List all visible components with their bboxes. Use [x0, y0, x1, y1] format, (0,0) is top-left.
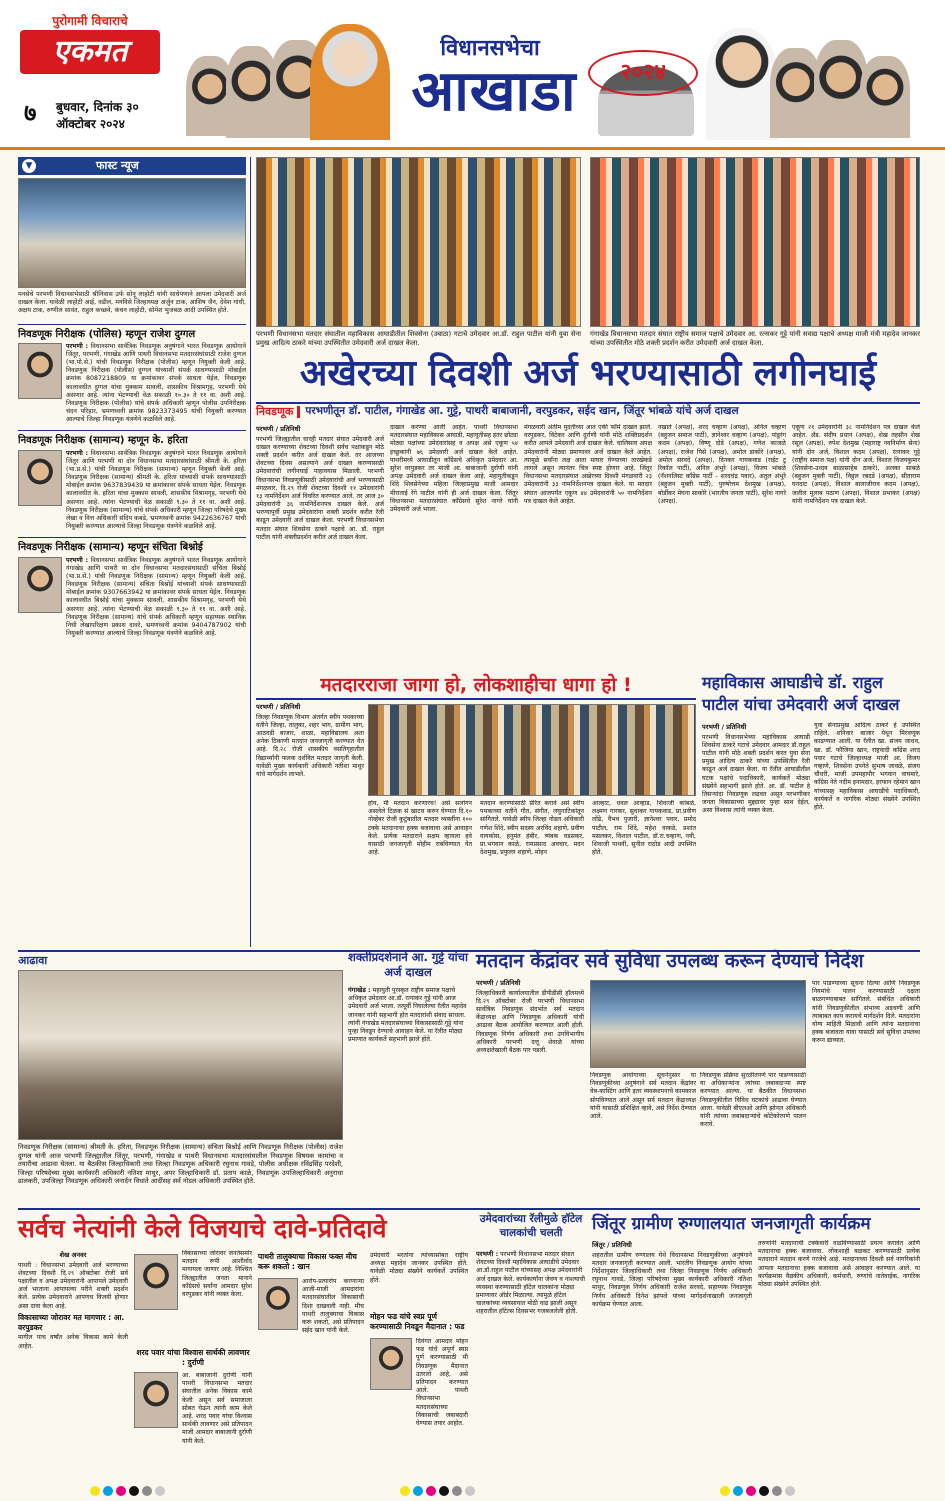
jintur-column	[592, 1240, 752, 1482]
lead-subhead-bar	[256, 402, 920, 420]
gutte-text: महायुती पुरस्कृत राष्ट्रीय समाज पक्षाचे अधिकृत उमेदवार आ.डॉ. रत्नाकर गुट्टे यांनी आज उमेदवारी अर्ज भरला. तत्पूर्वी निघालेल्या रॅलीत महादेव जानकर यांनी सहभागी होत मतदारांशी संवाद साधला. त्यांनी गंगाखेड मतदारसंघाच्या विकासासाठी गुट्टे यांना पुन्हा निवडून देण्याचे आवाहन केले. या रॅलीत मोठ्या प्रमाणात कार्यकर्ते सहभागी झाले होते.	[348, 987, 467, 1044]
aadhava-label: आढावा	[18, 954, 48, 967]
official-portrait	[18, 450, 62, 506]
claims-column	[416, 1338, 468, 1482]
leader-portrait	[134, 1372, 178, 1428]
color-dot	[759, 1486, 769, 1496]
fast-news-byline: परभणी :	[66, 556, 89, 564]
awareness-text: आल्हाट, धवल आव्हाड, शिवाजी कांबळे, लक्ष्मण गारकर, सुधाकर गायकवाड, प्रा.प्रवीण लोंढे, वैभव पुजारी, ज्ञानेश्वर पवार, प्रमोद पाटील, राम शिंदे, महेश वाकडे, प्रशांत मसलकर, विशाल पाटील, डॉ.रा.चव्हाण, नवी, शिवाजी पाथवी, सुनील राठोड आदी उपस्थित होते.	[592, 800, 696, 857]
chevron-down-icon: ▼	[22, 159, 36, 173]
color-dot	[772, 1486, 782, 1496]
awareness-text: मतदान करण्यासाठी प्रेरित करावे असे स्वीप पथकाच्या वतीने गीत, संगीत, लघुनाटिकांतून सांगितले. यावेळी स्वीप जिल्हा नोडल अधिकारी गणेश शिंदे, स्वीप सदस्य अरविंद शहाणे, प्रवीण वायकोस, हनुमंत हंबीर, त्र्यंबक वडसकर, प्रा.भगवान काळे, रामप्रसाद अवचार, मदन देशमुख, प्रफुल्ल शहाणे, मोहन	[480, 800, 584, 857]
gutte-column	[348, 986, 468, 1204]
awareness-photo	[368, 704, 696, 796]
facility-text: पार पाडण्याच्या सूचना दिल्या आणि निवडणूक नियमांचे पालन करण्यासाठी दक्षता बाळगण्याबाबत सांगितले. संबंधित अधिकारी यांनी निवडणुकीतील संभाव्य अडचणी आणि त्याबाबत काय करायचे मार्गदर्शन दिले. मतदारांना योग्य माहिती मिळावी आणि त्यांना मतदानाचा हक्क बजावता यावा यासाठी सर्व सुविधा उपलब्ध करून द्याव्यात.	[812, 980, 920, 1045]
lead-text: मंगळवारी अंतीम मुदतीच्या आत एकी फॉर्म दाखल झाले. वरपुडकर, विटेकर आणि दुर्राणी यांनी मोठे शक्तिप्रदर्शन करीत आपले उमेदवारी अर्ज दाखल केले. चालिसाव अपक्ष उमेदवारांनी मोठ्या प्रमाणावर अर्ज दाखल केले आहेत. त्यामुळे सर्वांना लक्ष आता माघार घेण्याच्या तारखेकडे लागले असून त्यानंतर चित्र स्पष्ट होणार आहे. जिंतूर विधानसभा मतदारसंघात अखेरच्या दिवशी मंगळवारी २३ उमेदवारांनी ३३ नामनिर्देशनपत्र दाखल केले. या मतदार संघात आजपर्यंत एकूण ४४ उमेदवारांनी ५० नामनिर्देशन पत्र दाखल केले आहेत.	[524, 424, 652, 505]
awareness-text: जिल्हा निवडणूक विभाग अंतर्गत स्वीप पथकाच्या वतीने जिल्हा, तालुका, शहर भाग, ग्रामीण भाग, आठवडी बाजार, शाळा, महाविद्यालय अशा अनेक ठिकाणी मतदान जनजागृती करण्यात येत आहे. दि.२८ रोजी शासकीय वसतिगृहातील विद्यार्थ्यांनी फलक दर्शवित मतदार जागृती केली. यावेळी मुख्य कार्यकारी अधिकारी नतीशा माथुर यांचे मार्गदर्शन लाभले.	[256, 713, 364, 778]
fast-news-text: विधानसभा सार्वत्रिक निवडणूक अनुषंगाने भारत निवडणूक आयोगाने जिंतूर आणि परभणी या दोन विधानसभा मतदारसंघांसाठी श्रीमती के. हरिता (भा.प्र.से.) यांची निवडणूक निरीक्षक (सामान्य) म्हणून नियुक्ती केली आहे. निवडणूक निरीक्षक (सामान्य) श्रीमती के. हरिता यांच्याशी संपर्क साधण्यासाठी मोबाईल क्रमांक 9637839439 या क्रमांकावर संपर्क साधता येईल. निवडणूक कालावधीत के. हरिता यांचा मुक्काम सावली, शासकीय विश्रामगृह, परभणी येथे असणार आहे. त्यांना भेटण्याची वेळ सकाळी ९.३० ते ११ वा. अशी आहे. निवडणूक निरीक्षक (सामान्य) यांचे संपर्क अधिकारी म्हणून जिल्हा परिषदेचे मुख्य लेखा व वित्त अधिकारी संदिप कबडे, भ्रमणध्वनी क्रमांक 9422636767 यांची नियुक्ती करण्यात आल्याचे जिल्हा निवडणूक यंत्रणेने कळविले आहे.	[66, 449, 246, 531]
facility-column	[476, 978, 584, 1070]
patil-text: परभणी विधानसभेच्या महाविकास आघाडी शिवसेना ठाकरे गटाचे उमेदवार आमदार डॉ.राहुल पाटील यांनी मोठे शक्ती प्रदर्शन करत युवा सेना प्रमुख आदित्य ठाकरे यांच्या उपस्थितीत रॅली काढून अर्ज दाखल केला. या रॅलीत आघाडीतील घटक पक्षांचे पदाधिकारी, कार्यकर्ते मोठ्या संख्येने सहभागी झाले होते. आ. डॉ. पाटील हे तिसऱ्यांदा निवडणूक लढवत असून परभणीकर जनता विकासाच्या मुद्द्यावर पुन्हा साथ देईल, असा विश्वास त्यांनी व्यक्त केला.	[702, 733, 810, 815]
claims-column	[182, 1250, 252, 1346]
color-dot	[155, 1486, 165, 1496]
page-number: ७	[24, 99, 37, 127]
date-line-1: बुधवार, दिनांक ३०	[56, 100, 139, 114]
claims-text: उमेदवारी भरतांना त्यांच्यासोबत राष्ट्रीय अध्यक्ष महादेव जानकर उपस्थित होते. यावेळी मोठ्या संख्येने कार्यकर्ते उपस्थित होते.	[370, 1252, 468, 1284]
awareness-column	[368, 800, 472, 942]
claims-column	[182, 1372, 252, 1482]
fast-news-item-title: निवडणूक निरीक्षक (सामान्य) म्हणून के. हरिता	[18, 430, 246, 447]
masthead	[0, 0, 945, 150]
claims-subhead: पाथरी तालुक्याचा विकास फक्त मीच करू शकतो : खान	[258, 1252, 357, 1271]
facility-column	[590, 1072, 696, 1204]
date-line-2: ऑक्टोबर २०२४	[56, 117, 125, 131]
color-dot	[785, 1486, 795, 1496]
lead-headline: अखेरच्या दिवशी अर्ज भरण्यासाठी लगीनघाई	[299, 353, 877, 394]
rally-photo-gangakhed	[590, 157, 920, 327]
fast-news-byline: परभणी :	[66, 342, 89, 350]
facility-text: जिल्हाधिकारी कार्यालयातील डीपीडीसी हॉलमध्ये दि.२९ ऑक्टोबर रोजी परभणी विधानसभा सार्वत्रिक निवडणूक संदर्भात सर्व मतदान केंद्राध्यक्ष आणि निवडणूक अधिकारी यांची आढावा बैठक आयोजित करण्यात आली होती. निवडणूक निर्णय अधिकारी तथा उपविभागीय अधिकारी परभणी दत्तू शेवाळे यांच्या अध्यक्षतेखाली बैठक पार पडली.	[476, 989, 584, 1054]
claims-subhead: मोहन फड यांचे स्वप्न पूर्ण करण्यासाठी निवडून मैदानात : फड	[370, 1312, 465, 1331]
awareness-text: होय, मी मतदान करणारच! असे सलोगन असलेले टिळक सं खाटच करुन घेण्यात दि.१० नोव्हेंबर रोजी कुटुंबातील मतदार व्यक्तींना १०० टक्के मतदानाचा हक्क बजावावा असे आवाहन केले. प्रत्येक मतदाराने सक्षम व्हायला हवे यासाठी जनजागृती मोहीम राबविण्यात येत आहे.	[368, 800, 472, 857]
leader-portrait	[258, 1278, 298, 1330]
lead-text: नखाते (अपक्ष), शरद चव्हाण (अपक्ष), अनिल चव्हाण (बहुजन समाज पार्टी), ज्ञानेश्वर चव्हाण (अपक्ष), पांडुरंग कदम (अपक्ष), विष्णू दोडे (अपक्ष), गणेश काजळे (अपक्ष), राजेश पिसे (अपक्ष), अमोल डाकोरे (अपक्ष), अमोल सरवदे (अपक्ष), दिनकर गायकवाड (राईट टू रिकॉल पार्टी), अनिल अंभुरे (अपक्ष), विजय भांबळे (नॅशनलिस्ट काँग्रेस पार्टी - शरदचंद्र पवार), अतुल अंभुरे (बहुजन मुक्ती पार्टी), पुरुषोत्तम देशमुख (अपक्ष), बोर्डीकर मेघना साकोरे (भारतीय जनता पार्टी), सुरेश नागरे (अपक्ष).	[658, 424, 786, 505]
claims-text: दिवंगत आमदार मोहन फड यांचे अपूर्ण स्वप्न पूर्ण करण्यासाठी मी निवडणूक मैदानात उतरलो आहे, असे प्रतिपादन करण्यात आले. पाथरी विधानसभा मतदारसंघाच्या विकासाची जबाबदारी घेण्यास तयार आहोत.	[416, 1338, 468, 1427]
leader-portrait	[370, 1338, 412, 1390]
awareness-column	[480, 800, 584, 942]
logo-tagline: पुरोगामी विचाराचे	[52, 14, 128, 28]
color-dot	[129, 1486, 139, 1496]
color-dot	[426, 1486, 436, 1496]
facility-text: निवडणूक आयोगाच्या सूचनेनुसार या निवडणुकीच्या अनुषंगाने सर्व मतदान केंद्रांवर वेब-कास्टिंग आणि इतर व्यवस्थापनाचे कामकाज सोपविण्यात आले असून सर्व मतदान केंद्राध्यक्ष यांनी यासाठी प्रशिक्षित व्हावे, असे निर्देश देण्यात आले.	[590, 1072, 696, 1120]
fast-news-byline: परभणी :	[66, 449, 89, 457]
lead-column	[658, 424, 786, 670]
claims-text: आ. बाबाजानी दुर्राणी यांनी पाथरी विधानसभा मतदार संघातील अनेक विकास कामे केली असून सर्व समाजाला सोबत घेऊन त्यांनी काम केले आहे. शरद पवार यांचा विश्वास सार्थकी लावणार असे प्रतिपादन माजी आमदार बाबाजानी दुर्राणी यांनी केले.	[182, 1372, 252, 1445]
hotel-column	[476, 1250, 586, 1482]
column-divider	[250, 157, 251, 947]
awareness-byline: परभणी / प्रतिनिधी	[256, 703, 301, 711]
jintur-text: शहरातील ग्रामीण रुग्णालय येथे विधानसभा निवडणुकीच्या अनुषंगाने मतदार जनजागृती करण्यात आली. भारतीय निवडणूक आयोग यांच्या निर्देशानुसार जिल्हाधिकारी तथा जिल्हा निवडणूक निर्णय अधिकारी रघुनाथ गावडे, जिल्हा परिषदेच्या मुख्य कार्यकारी अधिकारी नतिशा माथुर, निवडणूक निर्णय अधिकारी राजेश सरवदे, सहाय्यक निवडणूक निर्णय अधिकारी दिनेश झांपले यांच्या मार्गदर्शनाखाली जनजागृती कार्यक्रम घेण्यात आला.	[592, 1251, 752, 1308]
fast-news-header	[18, 157, 246, 175]
year-text: २०२४	[620, 60, 666, 85]
awareness-headline: मतदारराजा जागा हो, लोकशाहीचा धागा हो !	[256, 672, 696, 700]
patil-column	[814, 722, 920, 942]
section-rule	[18, 1208, 920, 1210]
lead-subhead: परभणीतून डॉ. पाटील, गंगाखेड आ. गुट्टे, पाथरी बाबाजानी, वरपुडकर, सईद खान, जिंतूर भांबळे यांचे अर्ज दाखल	[305, 405, 739, 418]
fast-news-text: विधानसभा सार्वत्रिक निवडणूक अनुषंगाने भारत निवडणूक आयोगाने गंगाखेड आणि पाथरी या दोन विधानसभा मतदारसंघांसाठी संचिता बिश्नोई (भा.प्र.से.) यांची निवडणूक निरीक्षक (सामान्य) म्हणून नियुक्ती केली आहे. निवडणूक निरीक्षक (सामान्य) संचिता बिश्नोई यांच्याशी संपर्क साधण्यासाठी मोबाईल क्रमांक 9307663942 या क्रमांकावर संपर्क साधता येईल. निवडणूक कालावधीत बिश्नोई यांचा मुक्काम सावली, शासकीय विश्रामगृह, परभणी येथे असणार आहे. त्यांना भेटण्याची वेळ सकाळी ९.३० ते ११ वा. अशी आहे. निवडणूक निरीक्षक (सामान्य) यांचे संपर्क अधिकारी म्हणून सहाय्यक स्थानिक निधी लेखापरिक्षण प्रकाश दावरे, भ्रमणध्वनी क्रमांक 9404787902 यांची नियुक्ती करण्यात आल्याचे जिल्हा निवडणूक यंत्रणेने कळविले आहे.	[66, 556, 246, 638]
official-portrait	[18, 557, 62, 613]
jintur-column	[758, 1240, 920, 1482]
fast-news-label: फास्ट न्यूज	[96, 158, 139, 172]
gutte-headline: शक्तीप्रदर्शनाने आ. गुट्टे यांचा अर्ज दाखल	[348, 950, 468, 979]
color-dot	[733, 1486, 743, 1496]
rally-photo-caption: परभणी विधानसभा मतदार संघातील महाविकास आघाडीतील शिवसेना (उबाठा) गटाचे उमेदवार आ.डॉ. राहुल पाटील यांनी युवा सेना प्रमुख आदित्य ठाकरे यांच्या उपस्थितीत उमेदवारी अर्ज दाखल केला.	[256, 330, 581, 347]
leader-portrait	[134, 1254, 178, 1310]
official-portrait	[18, 343, 62, 399]
year-badge	[588, 50, 698, 96]
claims-text: आरोप-प्रत्यारोप करणाऱ्या आजी-माजी आमदारांना मतदारसंघातील विकासाची दिशा दाखवली नाही. मीच पाथरी तालुक्याचा विकास करू शकतो, असे प्रतिपादन सईद खान यांनी केले.	[302, 1278, 364, 1335]
patil-text: युवा सेनाप्रमुख आदित्य ठाकरे हे उपस्थित राहिले. शनिवार बाजार येथून मिरवणूक काढण्यात आली. या रॅलीत खा. संजय जाधव, खा. डॉ. फौजिया खान, राष्ट्रवादी काँग्रेस शरद पवार गटाचे जिल्हाध्यक्ष माजी आ. विजय गव्हाणे, शिवसेना उपनेते सुभाष जावळे, संजय चौधरी, माजी उपमहापौर भगवान वाघमारे, काँग्रेस नेते नदीम इनामदार, इरफान रहेमान खान यांच्यासह महाविकास आघाडीचे पदाधिकारी, कार्यकर्ते व नागरिक मोठ्या संख्येने उपस्थित होते.	[814, 722, 920, 811]
hotel-text: परभणी विधानसभा मतदार संघात शेवटच्या दिवशी महाविकास आघाडीचे उमेदवार आ.डॉ.राहुल पाटील यांच्यासह अपक्ष उमेदवारांनी अर्ज दाखल केले. कार्यकर्त्यांना जेवण व नाश्त्याची व्यवस्था करण्यासाठी हॉटेल चालकांना मोठ्या प्रमाणावर ऑर्डर मिळाल्या. त्यामुळे हॉटेल चालकांच्या व्यवसायात मोठी वाढ झाली असून शहरातील हॉटेल्स दिवसभर गजबजलेली होती.	[476, 1251, 586, 1316]
facility-column	[812, 980, 920, 1204]
color-dot	[116, 1486, 126, 1496]
rally-photo-parbhani	[256, 157, 581, 327]
lead-text: परभणी जिल्ह्यातील चारही मतदार संघात उमेदवारी अर्ज दाखल करण्याच्या शेवटच्या दिवशी सर्वच पक्षांकडून मोठे शक्ती प्रदर्शन करीत अर्ज दाखल केले. तर आजच्या शेवटच्या दिवस असल्याने अर्ज दाखल करण्यासाठी उमेदवारांची लगीनघाई पाहावयास मिळाली. परभणी विधानसभा निवडणूकीसाठी उमेदवारांची अर्ज भरण्यासाठी मंगळवार, दि.२९ रोजी शेवटच्या दिवशी ११ उमेदवारांनी १३ नामनिर्देशन अर्ज विवरित करण्यात आले. तर आज ३० उमेदवारांनी ३६ नामनिर्देशनपत्र दाखल केले. अर्ज भरण्यापूर्वी प्रमुख उमेदवारांना शक्ती प्रदर्शन करीत रॅली काढून उमेदवारी अर्ज दाखल केला. परभणी विधानसभेचा मतदार संघात शिवसेना ठाकरे पक्षाचे आ. डॉ. राहुल पाटील यांनी शक्तीप्रदर्शन करीत अर्ज दाखल केला.	[256, 435, 384, 541]
color-dot	[439, 1486, 449, 1496]
print-color-dots	[90, 1486, 168, 1499]
facility-photo	[590, 980, 806, 1068]
lead-column	[792, 424, 920, 670]
logo	[20, 30, 160, 74]
claims-subhead: शरद पवार यांचा विश्वास सार्थकी लावणार : दुर्राणी	[136, 1348, 250, 1367]
fast-news-item-title: निवडणूक निरीक्षक (सामान्य) म्हणून संचिता बिश्नोई	[18, 537, 246, 554]
banner-small-title: विधानसभेचा	[440, 36, 540, 61]
news-photo	[18, 178, 246, 288]
claims-column	[370, 1252, 468, 1308]
fast-news-sidebar	[18, 157, 246, 947]
rally-photo-caption: गंगाखेड विधानसभा मतदार संघात राष्ट्रीय समाज पक्षाचे उमेदवार आ. रत्नाकर गुट्टे यांनी सवाद्य पक्षाचे अध्यक्ष माजी मंत्री महादेव जानकर यांच्या उपस्थितीत मोठे शक्ती प्रदर्शन करीत उमेदवारी अर्ज दाखल केला.	[590, 330, 920, 347]
color-dot	[103, 1486, 113, 1496]
color-dot	[413, 1486, 423, 1496]
lead-column	[256, 424, 384, 670]
leader-portrait-center	[706, 28, 778, 140]
lead-byline: परभणी / प्रतिनिधी	[256, 425, 301, 433]
fast-news-caption: मनसेचे परभणी विधानसभेसाठी श्रीनिवास उर्फ सोनू लाहोटी यांनी साधेपणाने आपला उमेदवारी अर्ज दाखल केला. यावेळी लाहोटी आई, वडील, मनविसे जिल्हाध्यक्ष अर्जुन टाक, आशिष जैन, देवेश गांधी, अक्षय टाक, रुग्णील सावंत, राहुल कच्छवे, कंचन लाहोटी, सोमेश भुजबळ आदी उपस्थित होते.	[18, 291, 246, 315]
review-meeting-caption: निवडणूक निरीक्षक (सामान्य) श्रीमती के. हरिता, निवडणूक निरीक्षक (सामान्य) संचिता बिश्नोई आणि निवडणूक निरीक्षक (पोलीस) राजेश दुग्गल यांनी आज परभणी जिल्ह्यातील जिंतूर, परभणी, गंगाखेड व पाथरी विधानसभा मतदारसंघातील निवडणूक विषयक कामांचा व तयारीचा आढावा घेतला. या बैठकीस जिल्हाधिकारी तथा जिल्हा निवडणूक अधिकारी रघुनाथ गावडे, पोलीस अधीक्षक रविंद्रसिंह परदेशी, जिल्हा परिषदेच्या मुख्य कार्यकारी अधिकारी नतिशा माथुर, अपर जिल्हाधिकारी डॉ. प्रताप काळे, निवडणूक उपजिल्हाधिकारी अनुराधा ढालकरी, उपजिल्हा निवडणूक अधिकारी जनार्दन विधाते आदींसह सर्व नोडल अधिकारी उपस्थित होते.	[18, 1143, 344, 1186]
facility-headline: मतदान केंद्रांवर सर्व सुविधा उपलब्ध करून देण्याचे निर्देश	[476, 950, 864, 972]
fast-news-item-title: निवडणूक निरीक्षक (पोलिस) म्हणून राजेश दुग्गल	[18, 324, 246, 341]
patil-headline: महाविकास आघाडीचे डॉ. राहुल पाटील यांचा उमेदवारी अर्ज दाखल	[702, 673, 900, 714]
patil-column	[702, 722, 810, 942]
claims-text: विकासाच्या जोरावर जनतेसमोर मतदान रूपी आशीर्वाद मागायला जाणार आहे. निश्चित जिल्ह्यातील जनता मानाने काँग्रेसचे सर्वांना आमदार सुरेश वरपुडकर यांनी व्यक्त केला.	[182, 1250, 252, 1298]
leader-portrait-center	[310, 24, 390, 140]
hotel-headline: उमेदवारांच्या रॅलीमुळे हॉटेल चालकांची चलती	[479, 1213, 583, 1239]
gutte-byline: गंगाखेड :	[348, 986, 371, 994]
jintur-byline: जिंतूर / प्रतिनिधी	[592, 1241, 632, 1249]
lead-column	[524, 424, 652, 670]
facility-byline: परभणी / प्रतिनिधी	[476, 979, 521, 987]
lead-text: दाखल करण्या आली आहेत. पाथरी विधानसभा मतदारसंघात महाविकास आघाडी, महायुतीसह इतर छोट्या मोठ्या पक्षांच्या उमेदवारांसह व अपक्ष असे एकूण ५४ इच्छुकांनी ७६ उमेदवारी अर्ज दाखल केले आहेत. पाथरीमध्ये आघाडीतून काँग्रेसचे अधिकृत उमेदवार आ. सुरेश वरपुडकर तर माजी आ. बाबाजानी दुर्राणी यांनी अपक्ष उमेदवारी अर्ज दाखल केला आहे. महायुतीकडून शिंदे शिवसेनेच्या महिला जिल्हाप्रमुख माजी आमदार मीराताई रेंगे पाटील यांनी ही अर्ज दाखल केला. जिंतूर विधानसभा मतदारसंघात काँग्रेसचे सुरेश नागरे यांनी उमेदवारी अर्ज भरला.	[390, 424, 518, 513]
claims-column	[18, 1250, 128, 1480]
color-dot	[452, 1486, 462, 1496]
hotel-byline: परभणी :	[476, 1250, 499, 1258]
fast-news-text: विधानसभा सार्वत्रिक निवडणूक अनुषंगाने भारत निवडणूक आयोगाने जिंतूर, परभणी, गंगाखेड आणि पाथरी विधानसभा मतदारसंघांसाठी राजेश दुग्गल (भा.पो.से.) यांची निवडणूक निरीक्षक (पोलीस) म्हणून नियुक्ती केली आहे. निवडणूक निरीक्षक (पोलीस) दुग्गल यांच्याशी संपर्क साधण्यासाठी मोबाईल क्रमांक 8087218809 या क्रमांकावर संपर्क साधता येईल. निवडणूक कालावधीत दुग्गल यांचा मुक्काम सावली, शासकीय विश्रामगृह, परभणी येथे असणार आहे. त्यांना भेटण्याची वेळ सकाळी १०.३० ते ११ वा. अशी आहे. निवडणूक निरीक्षक (पोलीस) यांचे संपर्क अधिकारी म्हणून पोलीस उपनिरीक्षक चंदन परिहार, भ्रमणध्वनी क्रमांक 9823373495 यांची नियुक्ती करण्यात आल्याचे जिल्हा निवडणूक यंत्रणेने कळविले आहे.	[66, 342, 246, 424]
color-dot	[90, 1486, 100, 1496]
color-dot	[142, 1486, 152, 1496]
color-dot	[400, 1486, 410, 1496]
print-color-dots	[400, 1486, 478, 1499]
print-color-dots	[720, 1486, 798, 1499]
facility-text: निवडणूक प्रक्रिया सुरळीतपणे पार पाडण्यासाठी या अधिकाऱ्यांना त्यांच्या जबाबदाऱ्या स्पष्ट करण्यात आल्या. या बैठकीत विधानसभा निवडणूकीतील विविध घटकांचे आढावा घेण्यात आला. यावेळी बीएलओ आणि झोनल अधिकारी यांनी त्यांच्या जबाबदाऱ्यांचे कोटेकोरपणे पालन करावे.	[700, 1072, 806, 1129]
jintur-headline: जिंतूर ग्रामीण रुग्णालयात जनजागृती कार्यक्रम	[592, 1214, 871, 1234]
lead-text: एकूण २१ उमेदवारांनी ३८ नामनिर्देशन पत्र दाखल केले आहेत. ॲड. संदीप प्रधान (अपक्ष), शेख तहसीन शेख रसूल (अपक्ष), रुपेश देशमुख (महाराष्ट्र नवनिर्माण सेना) यांनी दोन अर्ज, विशाल कदम (अपक्ष), रत्नाकर गुट्टे (राष्ट्रीय समाज पक्ष) यांनी दोन अर्ज, विशाल विजयकुमार (शिवसेना-उध्दव बाळासाहेब ठाकरे), अलका साबळे (बहुजन मुक्ती पार्टी), विठ्ठल रबदडे (अपक्ष), सीताराम घनदाट (अपक्ष), विशाल बालाजीराव कदम (अपक्ष), जलील मुलाब पठाण (अपक्ष), विशाल प्रभाकर (अपक्ष) यांनी नामनिर्देशन पत्र दाखल केले.	[792, 424, 920, 505]
color-dot	[720, 1486, 730, 1496]
kicker-separator-icon	[297, 406, 300, 418]
claims-text: पाथरी : विधानसभा उमेदवारी अर्ज भरण्याच्या शेवटच्या दिवशी दि.२९ ऑक्टोबर रोजी सर्व पक्षातील व अपक्ष उमेदवारांनी आपापले उमेदवारी अर्ज भरताना आपापल्या परीने शक्ती प्रदर्शन केले. प्रत्येक उमेदवाराने आपणच विजयी होणार असा दावा केला आहे.	[18, 1261, 128, 1310]
lead-column	[390, 424, 518, 670]
lead-kicker: निवडणूक	[256, 404, 294, 418]
claims-byline: शेख अनवर	[59, 1251, 87, 1259]
claims-text: मागील पाच वर्षांत अनेक विकास कामे केली आहेत.	[18, 1334, 128, 1350]
facility-column	[700, 1072, 806, 1204]
color-dot	[746, 1486, 756, 1496]
leader-portrait	[860, 56, 910, 138]
awareness-column	[256, 702, 364, 942]
awareness-column	[592, 800, 696, 942]
logo-text: एकमत	[52, 34, 128, 69]
banner-title: आखाडा	[411, 59, 577, 124]
jintur-text: तरुणांनी मतदानाची टक्केवारी वाढविण्यासाठी प्रयत्न करावेत आणि मतदानाचा हक्क बजावावा. लोकशाही बळकट करण्यासाठी प्रत्येक मतदाराने मतदान करणे गरजेचे आहे. मतदानाच्या दिवशी सर्व नागरिकांनी आपला मतदानाचा हक्क बजावावा असे आवाहन करण्यात आले. या कार्यक्रमास वैद्यकीय अधिकारी, कर्मचारी, रुग्णांचे नातेवाईक, नागरिक मोठ्या संख्येने उपस्थित होते.	[758, 1240, 920, 1288]
claims-column	[302, 1278, 364, 1482]
claims-headline: सर्वच नेत्यांनी केले विजयाचे दावे-प्रतिदावे	[18, 1214, 387, 1243]
patil-byline: परभणी / प्रतिनिधी	[702, 723, 747, 731]
claims-subhead: विकासाच्या जोरावर मत मागणार : आ. वरपुडकर	[18, 1312, 125, 1332]
review-meeting-photo	[18, 970, 343, 1140]
color-dot	[465, 1486, 475, 1496]
